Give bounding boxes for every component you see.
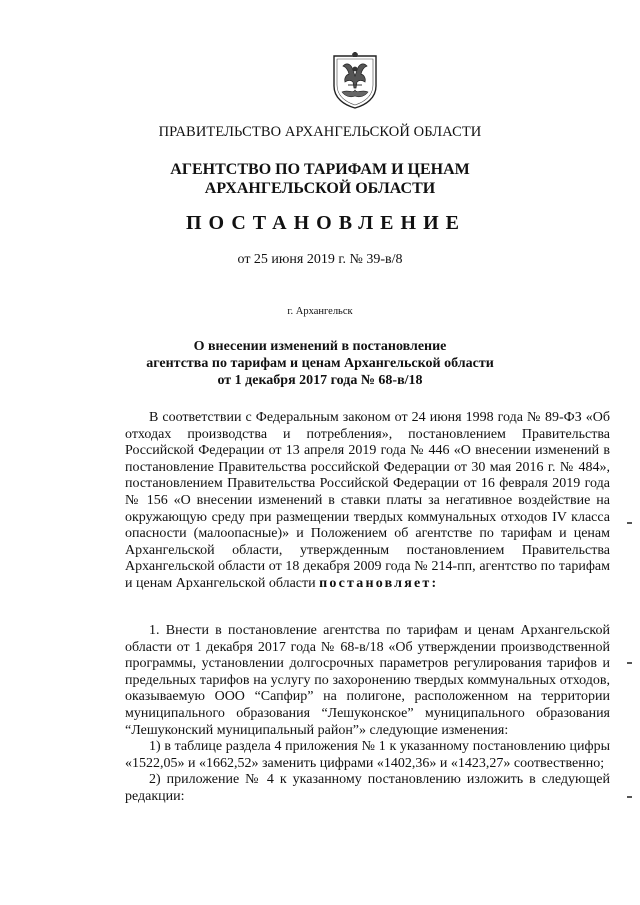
arkhangelsk-coat-of-arms-icon xyxy=(330,52,380,110)
document-subject xyxy=(0,338,640,389)
resolution-items xyxy=(125,623,610,806)
government-name: ПРАВИТЕЛЬСТВО АРХАНГЕЛЬСКОЙ ОБЛАСТИ xyxy=(158,124,482,140)
agency-name-line2: АРХАНГЕЛЬСКОЙ ОБЛАСТИ xyxy=(204,180,436,197)
item-1: 1. Внести в постановление агентства по тарифам и ценам Архангельской области от 1 декабря 2017 года № 68-в/18 «Об утверждении производственной программы, установлении долгосрочных параметров регулирования тарифов и предельных тарифов на услугу по захоронению твердых коммунальных отходов, оказываемую ООО “Сапфир” на полигоне, расположенном на территории муниципального образования “Лешуконское” муниципального образования “Лешуконский муниципальный район”» следующие изменения: xyxy=(125,623,610,738)
scan-edge-mark xyxy=(627,522,632,524)
agency-name-line1: АГЕНТСТВО ПО ТАРИФАМ И ЦЕНАМ xyxy=(170,161,470,178)
item-1-subitem-1: 1) в таблице раздела 4 приложения № 1 к указанному постановлению цифры «1522,05» и «1662,52» заменить цифрами «1402,36» и «1423,27» соотвественно; xyxy=(125,739,610,771)
scan-edge-mark xyxy=(627,662,632,664)
document-type-title: ПОСТАНОВЛЕНИЕ xyxy=(186,212,466,234)
document-city: г. Архангельск xyxy=(287,306,353,317)
scan-edge-mark xyxy=(627,796,632,798)
document-date-number: от 25 июня 2019 г. № 39-в/8 xyxy=(237,252,403,267)
preamble-block xyxy=(125,410,610,593)
subject-line1: О внесении изменений в постановление xyxy=(193,339,447,354)
item-1-subitem-2: 2) приложение № 4 к указанному постановлению изложить в следующей редакции: xyxy=(125,772,610,804)
subject-line2: агентства по тарифам и ценам Архангельской области xyxy=(146,356,494,371)
subject-line3: от 1 декабря 2017 года № 68-в/18 xyxy=(217,373,423,388)
preamble-text: В соответствии с Федеральным законом от 24 июня 1998 года № 89-ФЗ «Об отходах производства и потребления», постановлением Правительства Российской Федерации от 13 апреля 2019 года № 446 «О внесении изменений в постановление Правительства российской Федерации от 30 мая 2016 г. № 484», постановлением Правительства Российской Федерации от 16 февраля 2019 года № 156 «О внесении изменений в ставки платы за негативное воздействие на окружающую среду при размещении твердых коммунальных отходов IV класса опасности (малоопасные)» и Положением об агентстве по тарифам и ценам Архангельской области, утвержденным постановлением Правительства Архангельской области от 18 декабря 2009 года № 214-пп, агентство по тарифам и ценам Архангельской области xyxy=(125,410,610,591)
agency-name xyxy=(0,160,640,198)
resolves-word: постановляет: xyxy=(319,575,439,591)
